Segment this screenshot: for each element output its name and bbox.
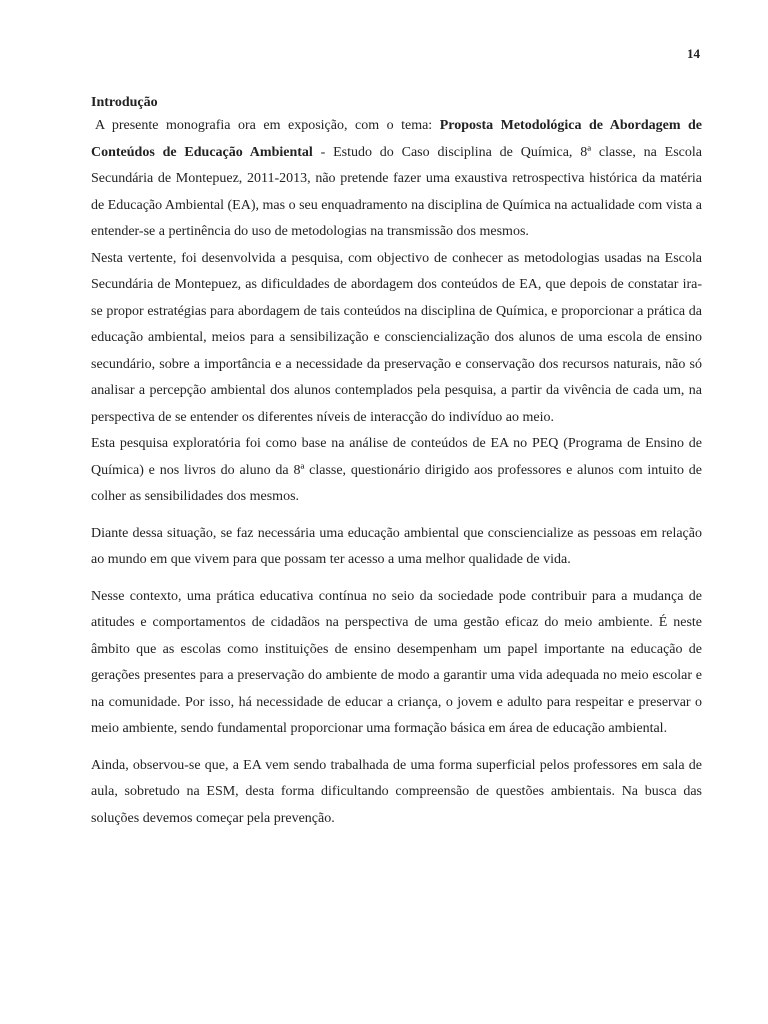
paragraph-intro [91, 113, 702, 246]
paragraph-observation: Ainda, observou-se que, a EA vem sendo trabalhada de uma forma superficial pelos professores em sala de aula, sobretudo na ESM, desta forma dificultando compreensão de questões ambientais. Na busca das soluções devemos começar pela prevenção. [91, 757, 702, 826]
section-heading: Introdução [91, 95, 158, 110]
paragraph-research: Nesta vertente, foi desenvolvida a pesquisa, com objectivo de conhecer as metodologias usadas na Escola Secundária de Montepuez, as dificuldades de abordagem dos conteúdos de EA, que depois de constatar ira-se propor estratégias para abordagem de tais conteúdos na disciplina de Química, e proporcionar a prática da educação ambiental, meios para a sensibilização e consciencialização dos alunos de uma escola de ensino secundário, sobre a importância e a necessidade da preservação e conservação dos recursos naturais, não só analisar a percepção ambiental dos alunos contemplados pela pesquisa, a partir da vivência de cada um, na perspectiva de se entender os diferentes níveis de interacção do indivíduo ao meio. [91, 250, 702, 425]
page-number: 14 [687, 46, 700, 61]
page-body [91, 93, 702, 832]
paragraph-exploratory: Esta pesquisa exploratória foi como base na análise de conteúdos de EA no PEQ (Programa de Ensino de Química) e nos livros do aluno da 8ª classe, questionário dirigido aos professores e alunos com intuito de colher as sensibilidades dos mesmos. [91, 436, 702, 504]
paragraph-intro-lead: A presente monografia ora em exposição, com o tema: [95, 118, 440, 133]
paragraph-intro-rest: - Estudo do Caso disciplina de Química, 8ª classe, na Escola Secundária de Montepuez, 2011-2013, não pretende fazer uma exaustiva retrospectiva histórica da matéria de Educação Ambiental (EA), mas o seu enquadramento na disciplina de Química na actualidade com vista a entender-se a pertinência do uso de metodologias na transmissão dos mesmos. [91, 144, 703, 239]
paragraph-situation: Diante dessa situação, se faz necessária uma educação ambiental que consciencialize as pessoas em relação ao mundo em que vivem para que possam ter acesso a uma melhor qualidade de vida. [91, 525, 702, 567]
paragraph-context: Nesse contexto, uma prática educativa contínua no seio da sociedade pode contribuir para a mudança de atitudes e comportamentos de cidadãos na perspectiva de uma gestão eficaz do meio ambiente. É neste âmbito que as escolas como instituições de ensino desempenham um papel importante na educação de gerações presentes para a preservação do ambiente de modo a garantir uma vida adequada no meio escolar e na comunidade. Por isso, há necessidade de educar a criança, o jovem e adulto para respeitar e preservar o meio ambiente, sendo fundamental proporcionar uma formação básica em área de educação ambiental. [91, 588, 702, 736]
paragraph-intro-theme: Proposta Metodológica de Abordagem de Conteúdos de Educação Ambiental [91, 118, 702, 160]
